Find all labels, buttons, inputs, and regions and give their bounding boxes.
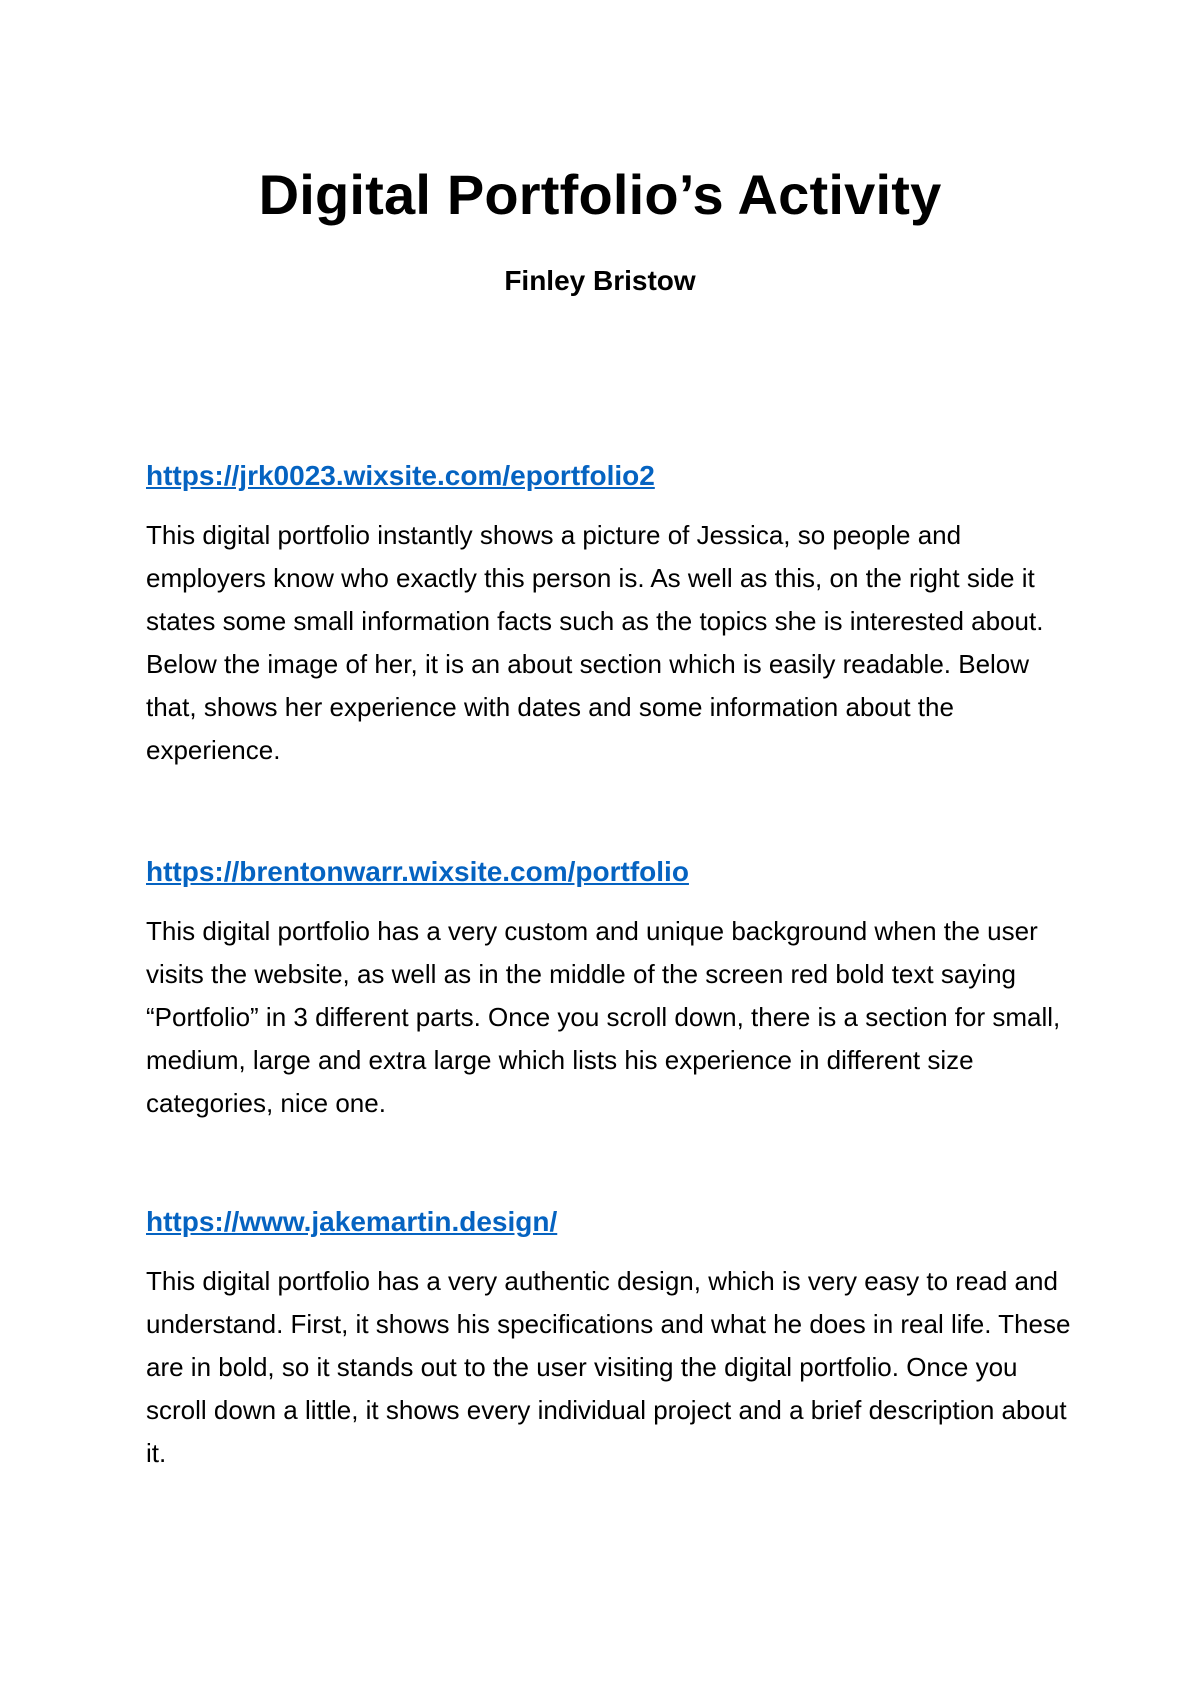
- author-name: Finley Bristow: [504, 265, 696, 296]
- portfolio-entry: [146, 458, 1076, 772]
- portfolio-entry: [146, 854, 1076, 1125]
- portfolio-link[interactable]: https://brentonwarr.wixsite.com/portfolio: [146, 856, 689, 887]
- portfolio-description: This digital portfolio instantly shows a picture of Jessica, so people and employers know who exactly this person is. As well as this, on the right side it states some small information facts such as the topics she is interested about. Below the image of her, it is an about section which is easily readable. Below that, shows her experience with dates and some information about the experience.: [146, 520, 1044, 765]
- portfolio-description: This digital portfolio has a very custom and unique background when the user visits the website, as well as in the middle of the screen red bold text saying “Portfolio” in 3 different parts. Once you scroll down, there is a section for small, medium, large and extra large which lists his experience in different size categories, nice one.: [146, 916, 1061, 1118]
- portfolio-entry: [146, 1204, 1076, 1475]
- portfolio-link[interactable]: https://jrk0023.wixsite.com/eportfolio2: [146, 460, 655, 491]
- portfolio-link[interactable]: https://www.jakemartin.design/: [146, 1206, 558, 1237]
- document-title: Digital Portfolio’s Activity: [258, 163, 942, 226]
- portfolio-description: This digital portfolio has a very authentic design, which is very easy to read and understand. First, it shows his specifications and what he does in real life. These are in bold, so it stands out to the user visiting the digital portfolio. Once you scroll down a little, it shows every individual project and a brief description about it.: [146, 1266, 1071, 1468]
